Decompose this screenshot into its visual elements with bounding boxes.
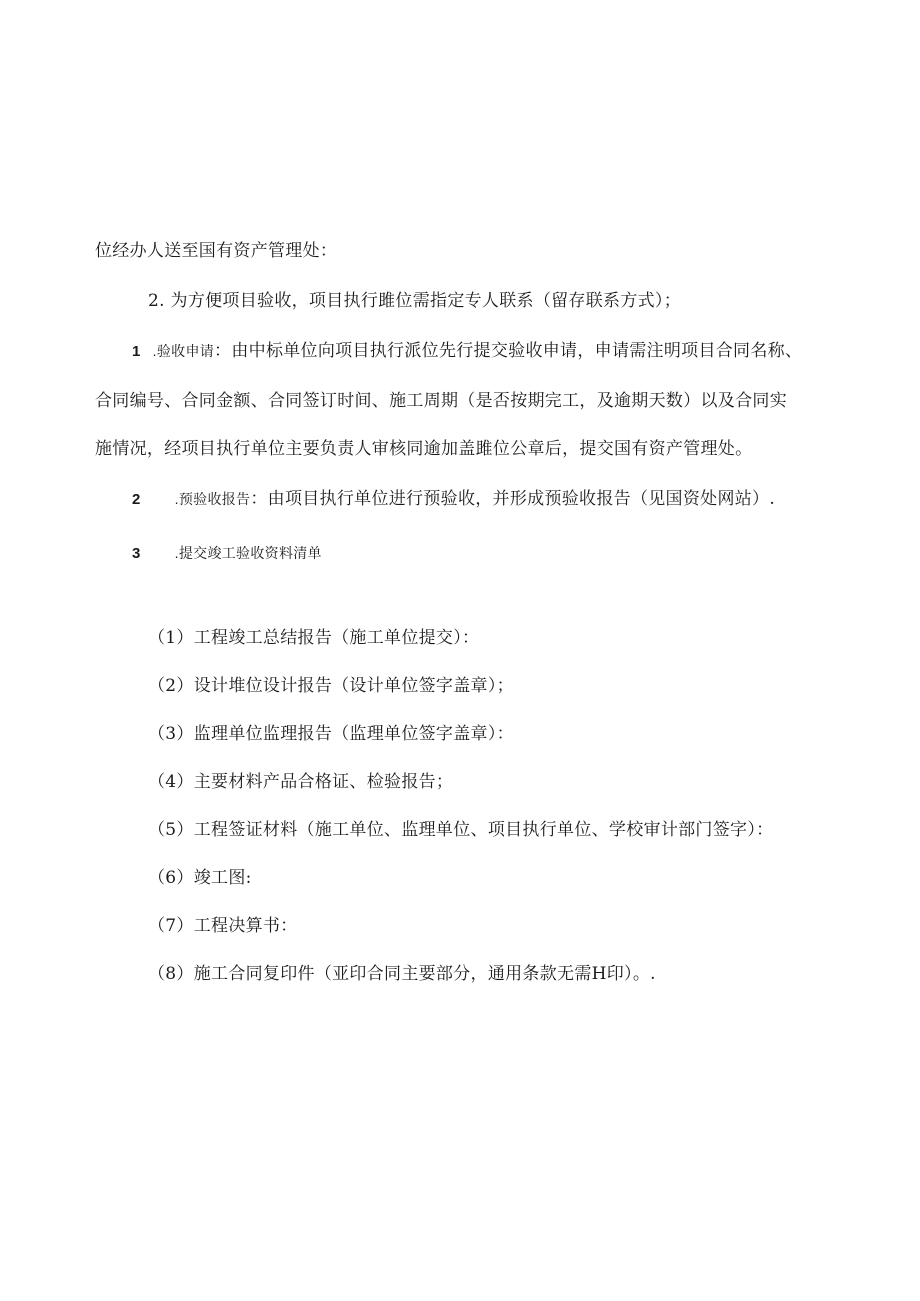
- list-item: （6）竣工图:: [148, 868, 252, 888]
- paragraph-continuation: [95, 241, 337, 261]
- paragraph-item-2: [148, 291, 681, 311]
- step-2-text: ：由项目执行单位进行预验收，并形成预验收报告（见国资处网站）.: [250, 489, 776, 509]
- list-item: （2）设计堆位设计报告（设计单位签字盖章）；: [148, 676, 514, 696]
- item-2-text: 为方便项目验收，项目执行雎位需指定专人联系（留存联系方式）；: [170, 291, 682, 311]
- step-3-label: .提交竣工验收资料清单: [174, 545, 322, 561]
- step-1-text-line-3: 施情况，经项目执行单位主要负责人审核同逾加盖雎位公章后，提交国有资产管理处。: [95, 439, 753, 459]
- step-1-number: 1: [132, 343, 141, 360]
- list-item: （1）工程竣工总结报告（施工单位提交）：: [148, 628, 480, 648]
- list-item: （8）施工合同复印件（亚印合同主要部分，通用条款无需H印）。.: [148, 964, 656, 984]
- step-1-line-3: [95, 439, 752, 459]
- list-item: （7）工程决算书：: [148, 916, 298, 936]
- step-1-label: .验收申请: [152, 343, 215, 359]
- step-1-text-line-2: 合同编号、合同金额、合同签订时间、施工周期（是否按期完工，及逾期天数）以及合同实: [95, 391, 787, 411]
- step-2-number: 2: [132, 491, 141, 508]
- step-2-line: [132, 489, 775, 510]
- list-item: （3）监理单位监理报告（监理单位签字盖章）：: [148, 724, 514, 744]
- step-1-line-2: [95, 391, 787, 411]
- step-3-number: 3: [132, 545, 141, 562]
- step-1-text-line-1: ：由中标单位向项目执行派位先行提交验收申请，申请需注明项目合同名称、: [214, 341, 803, 361]
- list-item: （4）主要材料产品合格证、检验报告；: [148, 772, 454, 792]
- step-1-line-1: [132, 341, 802, 362]
- item-2-number: 2.: [148, 291, 171, 311]
- continuation-text: 位经办人送至国有资产管理处：: [95, 241, 338, 261]
- list-item: （5）工程签证材料（施工单位、监理单位、项目执行单位、学校审计部门签字）：: [148, 820, 774, 840]
- step-2-label: .预验收报告: [174, 491, 251, 507]
- step-3-line: [132, 543, 322, 564]
